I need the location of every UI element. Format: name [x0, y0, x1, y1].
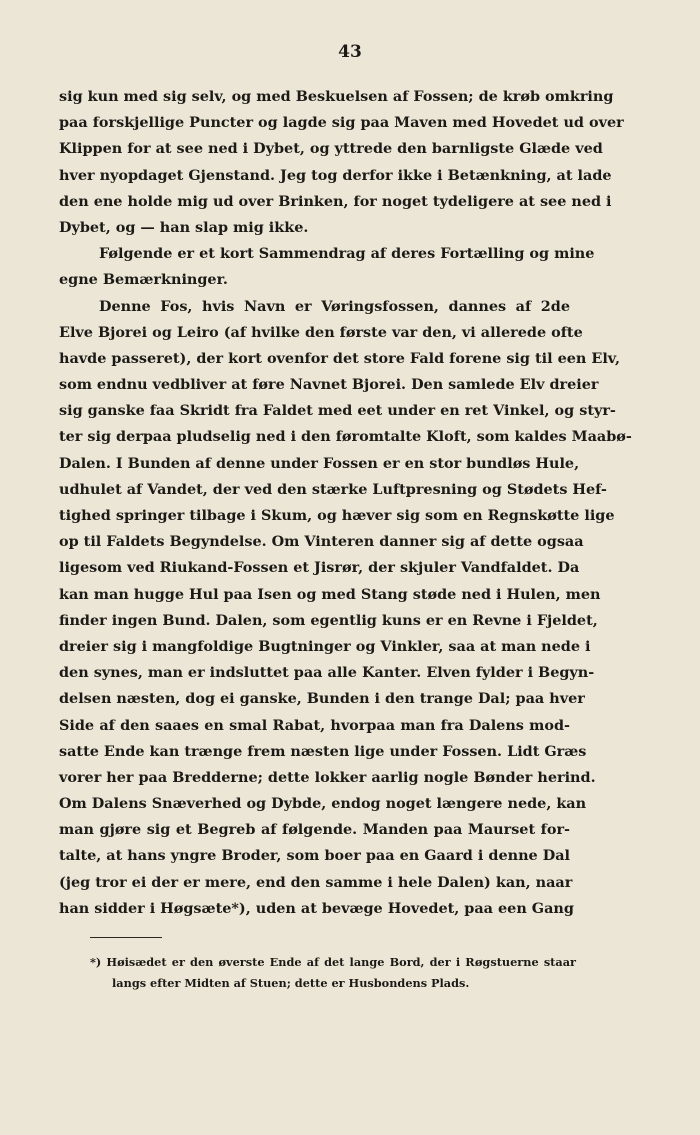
footnote-divider: [90, 937, 162, 938]
text-line: Klippen for at see ned i Dybet, og yttrede den barnligste Glæde ved: [59, 140, 603, 158]
text-line: Denne Fos, hvis Navn er Vøringsfossen, dannes af 2de: [99, 297, 570, 315]
text-line: paa forskjellige Puncter og lagde sig paa Maven med Hovedet ud over: [59, 114, 624, 132]
text-line: egne Bemærkninger.: [59, 271, 228, 289]
body-text: [59, 84, 632, 922]
text-line: Side af den saaes en smal Rabat, hvorpaa man fra Dalens mod-: [59, 716, 570, 734]
text-line: udhulet af Vandet, der ved den stærke Luftpresning og Stødets Hef-: [59, 480, 607, 498]
text-line: tighed springer tilbage i Skum, og hæver sig som en Regnskøtte lige: [59, 507, 615, 524]
text-line: satte Ende kan trænge frem næsten lige under Fossen. Lidt Græs: [59, 742, 587, 760]
paragraph: [59, 84, 624, 241]
text-line: Om Dalens Snæverhed og Dybde, endog noget længere nede, kan: [59, 795, 587, 813]
text-line: finder ingen Bund. Dalen, som egentlig kuns er en Revne i Fjeldet,: [59, 611, 598, 629]
footnote: [90, 952, 576, 994]
text-line: ligesom ved Riukand-Fossen et Jisrør, der skjuler Vandfaldet. Da: [59, 559, 580, 577]
text-line: ter sig derpaa pludselig ned i den føromtalte Kloft, som kaldes Maabø-: [59, 428, 632, 446]
text-line: Følgende er et kort Sammendrag af deres Fortælling og mine: [99, 245, 595, 263]
text-line: dreier sig i mangfoldige Bugtninger og Vinkler, saa at man nede i: [59, 637, 591, 655]
text-line: hver nyopdaget Gjenstand. Jeg tog derfor ikke i Betænkning, at lade: [59, 166, 612, 184]
text-line: den synes, man er indsluttet paa alle Kanter. Elven fylder i Begyn-: [59, 664, 595, 682]
text-line: sig kun med sig selv, og med Beskuelsen af Fossen; de krøb omkring: [59, 88, 614, 105]
text-line: op til Faldets Begyndelse. Om Vinteren danner sig af dette ogsaa: [59, 533, 584, 551]
text-line: Dalen. I Bunden af denne under Fossen er en stor bundløs Hule,: [59, 454, 580, 472]
page-number: 43: [338, 42, 362, 62]
text-line: han sidder i Høgsæte*), uden at bevæge Hovedet, paa een Gang: [59, 899, 574, 917]
text-line: havde passeret), der kort ovenfor det store Fald forene sig til een Elv,: [59, 349, 620, 367]
text-line: den ene holde mig ud over Brinken, for noget tydeligere at see ned i: [59, 192, 612, 210]
paragraph: [59, 294, 632, 923]
footnote-line: langs efter Midten af Stuen; dette er Husbondens Plads.: [112, 976, 470, 990]
paragraph: [59, 241, 595, 293]
text-line: vorer her paa Bredderne; dette lokker aarlig nogle Bønder herind.: [59, 768, 596, 786]
footnote-line: *) Høisædet er den øverste Ende af det lange Bord, der i Røgstuerne staar: [90, 955, 576, 969]
text-line: sig ganske faa Skridt fra Faldet med eet under en ret Vinkel, og styr-: [59, 402, 616, 420]
text-line: man gjøre sig et Begreb af følgende. Manden paa Maurset for-: [59, 821, 570, 839]
text-line: Dybet, og — han slap mig ikke.: [59, 218, 309, 236]
text-line: (jeg tror ei der er mere, end den samme i hele Dalen) kan, naar: [59, 873, 573, 891]
text-line: Elve Bjorei og Leiro (af hvilke den første var den, vi allerede ofte: [59, 323, 583, 341]
text-line: kan man hugge Hul paa Isen og med Stang støde ned i Hulen, men: [59, 585, 601, 603]
text-line: talte, at hans yngre Broder, som boer paa en Gaard i denne Dal: [59, 847, 570, 865]
text-line: som endnu vedbliver at føre Navnet Bjorei. Den samlede Elv dreier: [59, 376, 599, 394]
text-line: delsen næsten, dog ei ganske, Bunden i den trange Dal; paa hver: [59, 690, 585, 708]
